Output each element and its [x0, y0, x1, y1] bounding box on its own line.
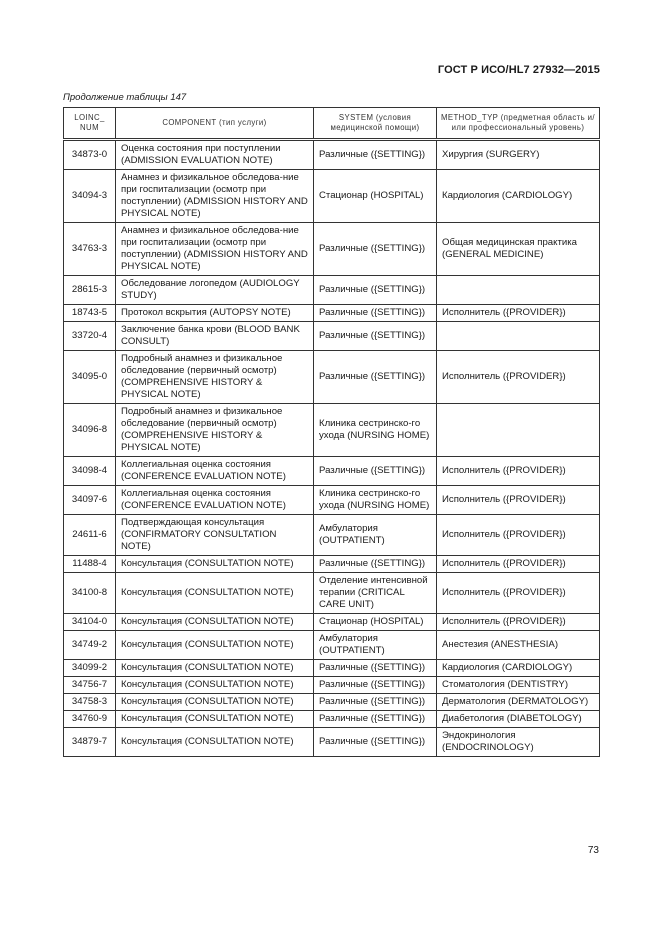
table-row	[64, 728, 600, 757]
cell-system: Стационар (HOSPITAL)	[314, 170, 437, 223]
table-row	[64, 457, 600, 486]
document-standard-header: ГОСТ Р ИСО/HL7 27932—2015	[437, 64, 600, 76]
cell-loinc-num: 11488-4	[64, 556, 116, 573]
cell-loinc-num: 34763-3	[64, 223, 116, 276]
cell-component: Консультация (CONSULTATION NOTE)	[116, 728, 314, 757]
cell-component: Консультация (CONSULTATION NOTE)	[116, 631, 314, 660]
cell-system: Различные ({SETTING})	[314, 711, 437, 728]
cell-method-type: Кардиология (CARDIOLOGY)	[437, 170, 600, 223]
cell-component: Консультация (CONSULTATION NOTE)	[116, 573, 314, 614]
table-row	[64, 515, 600, 556]
cell-method-type: Исполнитель ({PROVIDER})	[437, 486, 600, 515]
column-header-loinc: LOINC_ NUM	[64, 108, 116, 140]
table-row	[64, 486, 600, 515]
table-continuation-caption: Продолжение таблицы 147	[63, 92, 187, 103]
cell-loinc-num: 34873-0	[64, 140, 116, 170]
cell-loinc-num: 24611-6	[64, 515, 116, 556]
table-row	[64, 404, 600, 457]
cell-system: Отделение интенсивной терапии (CRITICAL CARE UNIT)	[314, 573, 437, 614]
cell-method-type: Анестезия (ANESTHESIA)	[437, 631, 600, 660]
table-row	[64, 711, 600, 728]
cell-method-type: Исполнитель ({PROVIDER})	[437, 573, 600, 614]
cell-loinc-num: 18743-5	[64, 305, 116, 322]
cell-method-type: Хирургия (SURGERY)	[437, 140, 600, 170]
cell-system: Различные ({SETTING})	[314, 351, 437, 404]
cell-loinc-num: 34094-3	[64, 170, 116, 223]
cell-method-type: Исполнитель ({PROVIDER})	[437, 614, 600, 631]
cell-system: Различные ({SETTING})	[314, 457, 437, 486]
cell-system: Амбулатория (OUTPATIENT)	[314, 631, 437, 660]
cell-system: Различные ({SETTING})	[314, 223, 437, 276]
cell-component: Оценка состояния при поступлении (ADMISSION EVALUATION NOTE)	[116, 140, 314, 170]
table-row	[64, 276, 600, 305]
cell-system: Различные ({SETTING})	[314, 677, 437, 694]
cell-method-type: Исполнитель ({PROVIDER})	[437, 457, 600, 486]
column-header-system: SYSTEM (условия медицинской помощи)	[314, 108, 437, 140]
cell-loinc-num: 34756-7	[64, 677, 116, 694]
cell-loinc-num: 34100-8	[64, 573, 116, 614]
cell-method-type: Стоматология (DENTISTRY)	[437, 677, 600, 694]
cell-method-type: Диабетология (DIABETOLOGY)	[437, 711, 600, 728]
cell-system: Стационар (HOSPITAL)	[314, 614, 437, 631]
cell-loinc-num: 34760-9	[64, 711, 116, 728]
cell-method-type: Дерматология (DERMATOLOGY)	[437, 694, 600, 711]
cell-method-type: Исполнитель ({PROVIDER})	[437, 515, 600, 556]
cell-system: Клиника сестринско-го ухода (NURSING HOME)	[314, 486, 437, 515]
table-row	[64, 223, 600, 276]
cell-method-type: Исполнитель ({PROVIDER})	[437, 305, 600, 322]
cell-loinc-num: 34096-8	[64, 404, 116, 457]
cell-loinc-num: 34095-0	[64, 351, 116, 404]
cell-loinc-num: 28615-3	[64, 276, 116, 305]
table-header-row	[64, 108, 600, 140]
cell-loinc-num: 34099-2	[64, 660, 116, 677]
cell-system: Различные ({SETTING})	[314, 322, 437, 351]
loinc-table	[63, 107, 600, 757]
table-row	[64, 677, 600, 694]
cell-component: Анамнез и физикальное обследова-ние при госпитализации (осмотр при поступлении) (ADMISSION HISTORY AND PHYSICAL NOTE)	[116, 170, 314, 223]
cell-system: Различные ({SETTING})	[314, 556, 437, 573]
cell-system: Различные ({SETTING})	[314, 694, 437, 711]
table-row	[64, 573, 600, 614]
cell-system: Различные ({SETTING})	[314, 305, 437, 322]
cell-loinc-num: 34758-3	[64, 694, 116, 711]
table-row	[64, 556, 600, 573]
cell-system: Клиника сестринско-го ухода (NURSING HOME)	[314, 404, 437, 457]
cell-loinc-num: 34098-4	[64, 457, 116, 486]
cell-component: Заключение банка крови (BLOOD BANK CONSULT)	[116, 322, 314, 351]
cell-method-type: Кардиология (CARDIOLOGY)	[437, 660, 600, 677]
cell-component: Консультация (CONSULTATION NOTE)	[116, 660, 314, 677]
cell-component: Консультация (CONSULTATION NOTE)	[116, 556, 314, 573]
cell-component: Подтверждающая консультация (CONFIRMATORY CONSULTATION NOTE)	[116, 515, 314, 556]
cell-loinc-num: 34097-6	[64, 486, 116, 515]
table-row	[64, 614, 600, 631]
cell-method-type: Исполнитель ({PROVIDER})	[437, 556, 600, 573]
cell-component: Консультация (CONSULTATION NOTE)	[116, 614, 314, 631]
table-row	[64, 660, 600, 677]
cell-component: Обследование логопедом (AUDIOLOGY STUDY)	[116, 276, 314, 305]
cell-component: Коллегиальная оценка состояния (CONFERENCE EVALUATION NOTE)	[116, 486, 314, 515]
cell-component: Консультация (CONSULTATION NOTE)	[116, 694, 314, 711]
cell-system: Различные ({SETTING})	[314, 140, 437, 170]
table-row	[64, 351, 600, 404]
cell-component: Протокол вскрытия (AUTOPSY NOTE)	[116, 305, 314, 322]
cell-method-type	[437, 322, 600, 351]
cell-system: Различные ({SETTING})	[314, 728, 437, 757]
column-header-method: METHOD_TYP (предметная область и/или профессиональный уровень)	[437, 108, 600, 140]
table-row	[64, 170, 600, 223]
page-number: 73	[587, 845, 599, 856]
cell-component: Консультация (CONSULTATION NOTE)	[116, 677, 314, 694]
table-row	[64, 305, 600, 322]
cell-system: Различные ({SETTING})	[314, 276, 437, 305]
table-row	[64, 140, 600, 170]
cell-loinc-num: 34879-7	[64, 728, 116, 757]
cell-method-type: Эндокринология (ENDOCRINOLOGY)	[437, 728, 600, 757]
cell-system: Амбулатория (OUTPATIENT)	[314, 515, 437, 556]
table-row	[64, 694, 600, 711]
cell-component: Анамнез и физикальное обследова-ние при госпитализации (осмотр при поступлении) (ADMISSION HISTORY AND PHYSICAL NOTE)	[116, 223, 314, 276]
column-header-component: COMPONENT (тип услуги)	[116, 108, 314, 140]
cell-component: Коллегиальная оценка состояния (CONFERENCE EVALUATION NOTE)	[116, 457, 314, 486]
cell-component: Подробный анамнез и физикальное обследование (первичный осмотр) (COMPREHENSIVE HISTORY & PHYSICAL NOTE)	[116, 351, 314, 404]
cell-system: Различные ({SETTING})	[314, 660, 437, 677]
table-row	[64, 322, 600, 351]
cell-loinc-num: 33720-4	[64, 322, 116, 351]
cell-component: Консультация (CONSULTATION NOTE)	[116, 711, 314, 728]
cell-method-type	[437, 404, 600, 457]
cell-method-type: Исполнитель ({PROVIDER})	[437, 351, 600, 404]
cell-method-type: Общая медицинская практика (GENERAL MEDICINE)	[437, 223, 600, 276]
cell-component: Подробный анамнез и физикальное обследование (первичный осмотр) (COMPREHENSIVE HISTORY & PHYSICAL NOTE)	[116, 404, 314, 457]
cell-loinc-num: 34749-2	[64, 631, 116, 660]
cell-loinc-num: 34104-0	[64, 614, 116, 631]
table-row	[64, 631, 600, 660]
cell-method-type	[437, 276, 600, 305]
